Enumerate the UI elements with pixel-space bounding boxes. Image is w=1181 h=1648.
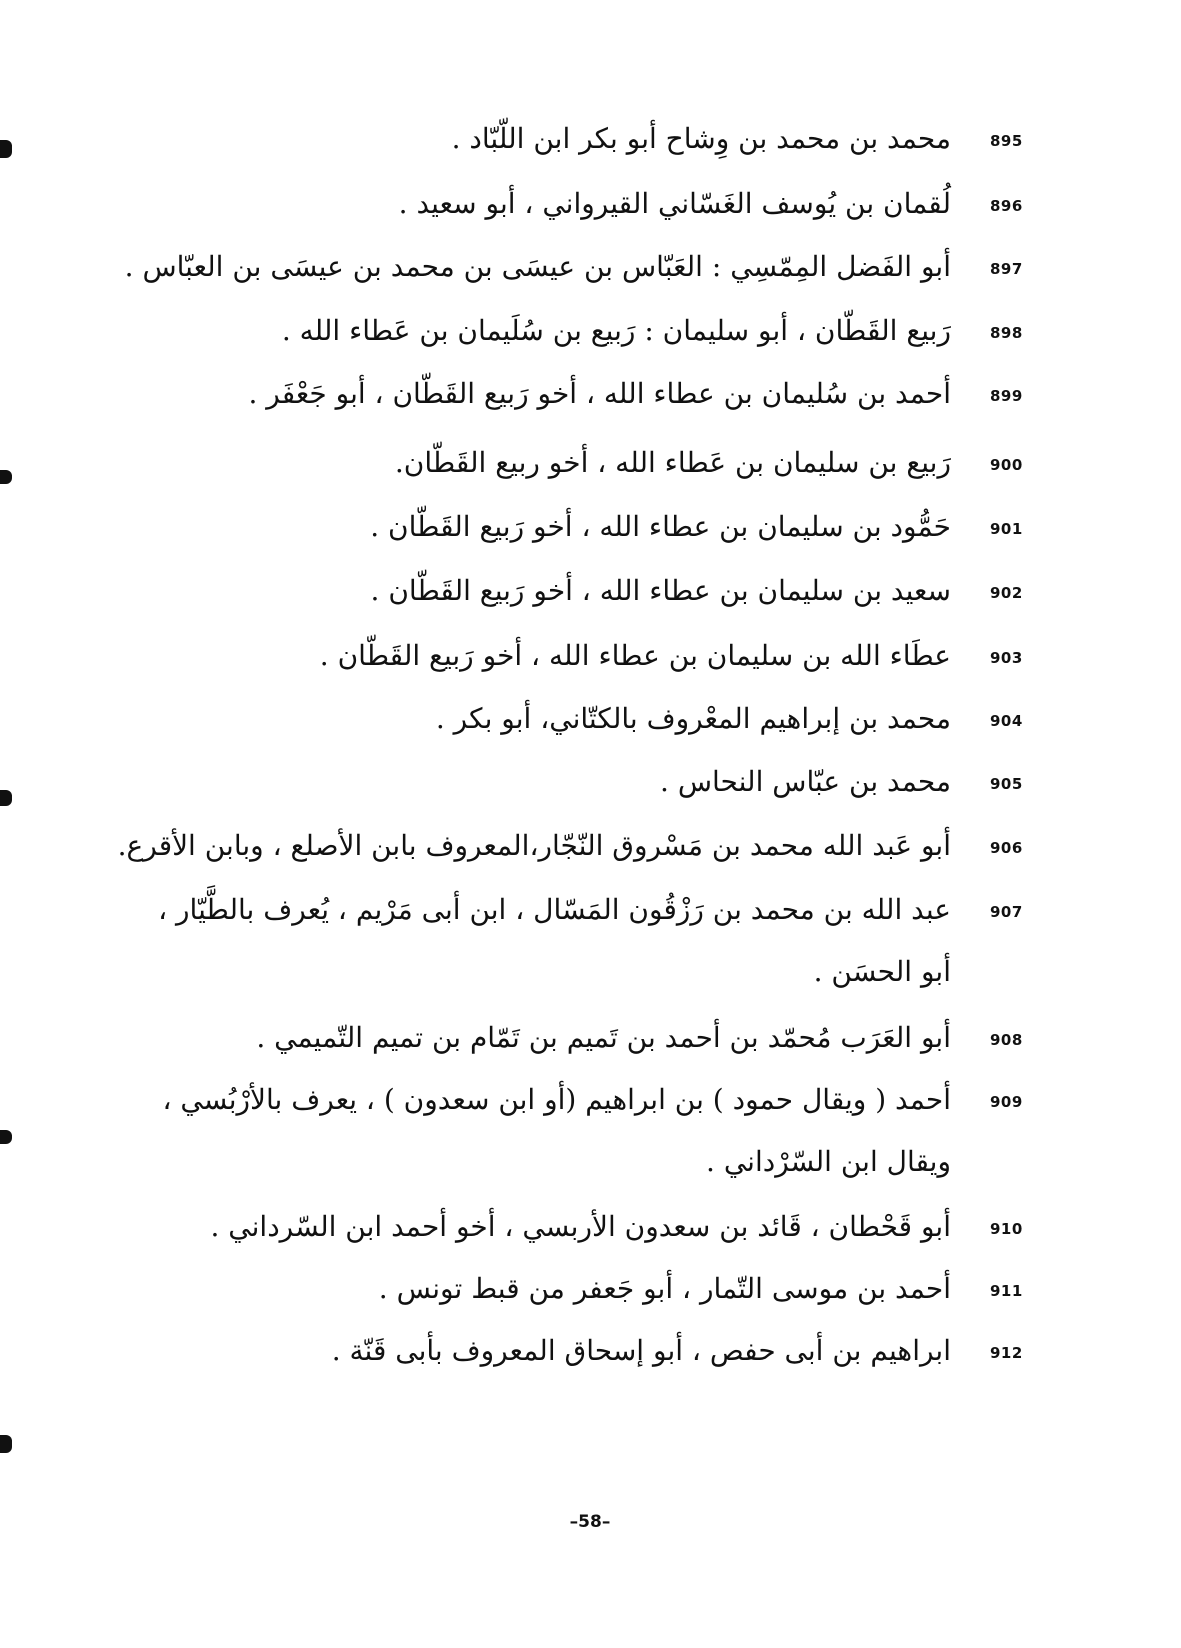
entry-number: 896 [990,197,1023,215]
entry-text: محمد بن محمد بن وِشاح أبو بكر ابن اللّبّاد . [451,122,951,155]
entry-text: محمد بن إبراهيم المعْروف بالكتّاني، أبو بكر . [435,702,951,735]
entry-number: 905 [990,775,1023,793]
entry-text: أحمد بن سُليمان بن عطاء الله ، أخو رَبيع القَطّان ، أبو جَعْفَر . [248,377,951,410]
scan-edge-mark [0,790,12,806]
entry-text: لُقمان بن يُوسف الغَسّاني القيرواني ، أبو سعيد . [398,187,951,220]
entry-number: 900 [990,456,1023,474]
entry-number: 911 [990,1282,1023,1300]
entry-text-continuation: أبو الحسَن . [813,955,951,988]
entry-number: 904 [990,712,1023,730]
entry-text: أبو عَبد الله محمد بن مَسْروق النّجّار،المعروف بابن الأصلع ، وبابن الأقرع. [117,829,951,862]
entry-text: أبو العَرَب مُحمّد بن أحمد بن تَميم بن تَمّام بن تميم التّميمي . [256,1021,951,1054]
entry-number: 906 [990,839,1023,857]
entry-text-continuation: ويقال ابن السّرْداني . [706,1145,951,1178]
entry-text: رَبيع بن سليمان بن عَطاء الله ، أخو ربيع القَطّان. [394,446,951,479]
entry-text: رَبيع القَطّان ، أبو سليمان : رَبيع بن سُلَيمان بن عَطاء الله . [281,314,951,347]
entry-text: أبو الفَضل المِمّسِي : العَبّاس بن عيسَى بن محمد بن عيسَى بن العبّاس . [124,250,951,283]
entry-text: أبو قَحْطان ، قَائد بن سعدون الأربسي ، أخو أحمد ابن السّرداني . [210,1210,951,1243]
entry-text: أحمد بن موسى التّمار ، أبو جَعفر من قبط تونس . [378,1272,951,1305]
entry-number: 898 [990,324,1023,342]
scan-edge-mark [0,140,12,158]
page-number: –58– [569,1512,611,1532]
entry-number: 910 [990,1220,1023,1238]
entry-number: 903 [990,649,1023,667]
entry-number: 912 [990,1344,1023,1362]
entry-text: أحمد ( ويقال حمود ) بن ابراهيم (أو ابن سعدون ) ، يعرف بالأرْبُسي ، [162,1083,951,1116]
entry-number: 907 [990,903,1023,921]
entry-text: عطَاء الله بن سليمان بن عطاء الله ، أخو رَبيع القَطّان . [319,639,951,672]
entry-number: 908 [990,1031,1023,1049]
scan-edge-mark [0,1130,12,1144]
entry-number: 902 [990,584,1023,602]
scan-edge-mark [0,470,12,484]
entry-text: حَمُّود بن سليمان بن عطاء الله ، أخو رَبيع القَطّان . [370,510,951,543]
entry-number: 909 [990,1093,1023,1111]
entry-number: 895 [990,132,1023,150]
entry-number: 901 [990,520,1023,538]
scan-edge-mark [0,1435,12,1453]
entry-text: سعيد بن سليمان بن عطاء الله ، أخو رَبيع القَطّان . [370,574,951,607]
entry-number: 899 [990,387,1023,405]
entry-number: 897 [990,260,1023,278]
entry-text: محمد بن عبّاس النحاس . [660,765,951,798]
entry-text: عبد الله بن محمد بن رَزْقُون المَسّال ، ابن أبى مَرْيم ، يُعرف بالطَّيّار ، [158,893,951,926]
entry-text: ابراهيم بن أبى حفص ، أبو إسحاق المعروف بأبى قَنّة . [331,1334,951,1367]
